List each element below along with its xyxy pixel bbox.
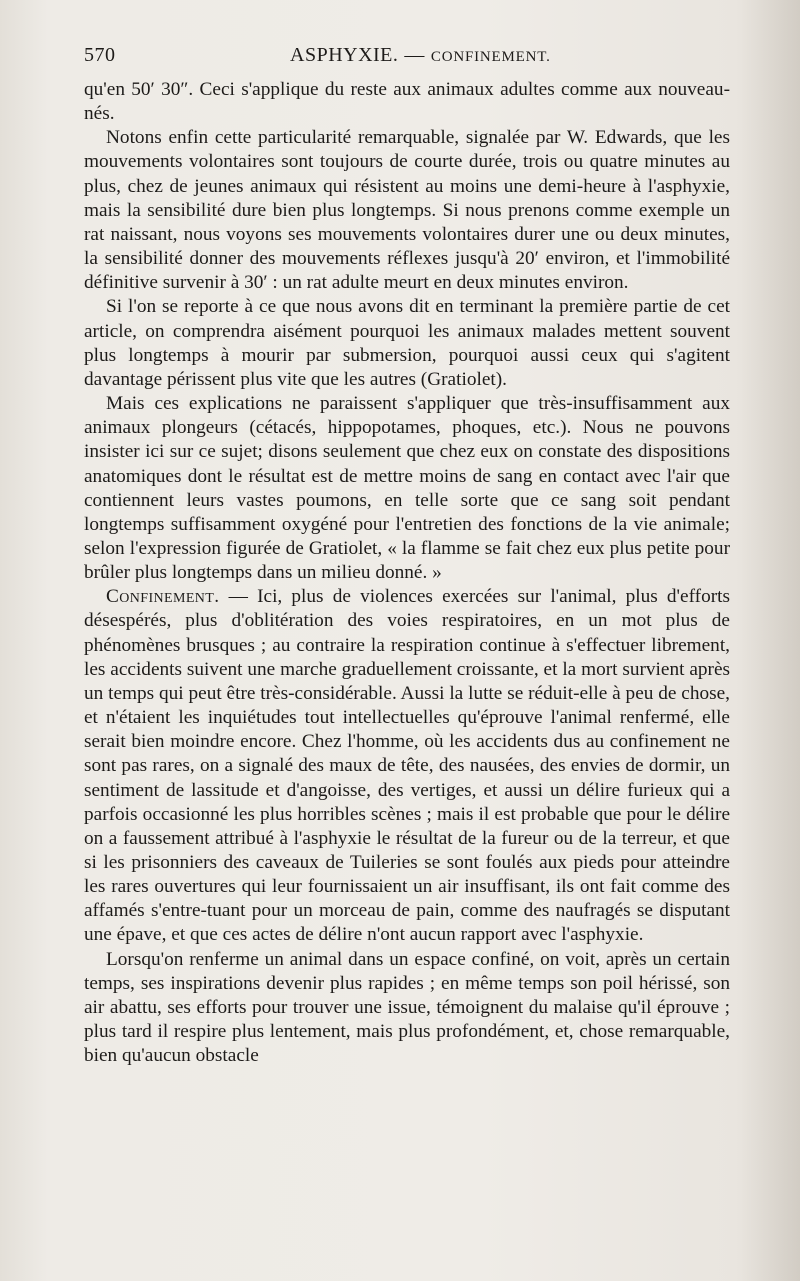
page-number: 570 bbox=[84, 44, 116, 66]
paragraph-animal-confined: Lorsqu'on renferme un animal dans un espace confiné, on voit, après un certain temps, ses inspirations devenir plus rapides ; en même temps son poil hérissé, son air abattu, ses efforts pour trouver une issue, témoignent du malaise qu'il éprouve ; plus tard il respire plus lentement, mais plus profondément, et, chose remarquable, bien qu'aucun obstacle bbox=[84, 948, 730, 1067]
paragraph-confinement bbox=[84, 585, 730, 947]
paragraph-edwards: Notons enfin cette particularité remarquable, signalée par W. Edwards, que les mouvements volontaires sont toujours de courte durée, trois ou quatre minutes au plus, chez de jeunes animaux qui résistent au moins une demi-heure à l'asphyxie, mais la sensibilité dure bien plus longtemps. Si nous prenons comme exemple un rat naissant, nous voyons ses mouvements volontaires durer une ou deux minutes, la sensibilité donner des mouvements réflexes jusqu'à 20′ environ, et l'immobilité définitive survenir à 30′ : un rat adulte meurt en deux minutes environ. bbox=[84, 127, 730, 294]
body-text bbox=[84, 78, 730, 1068]
running-title-separator: — bbox=[404, 44, 425, 66]
page-edge-shadow bbox=[740, 0, 800, 1281]
running-head bbox=[84, 44, 730, 72]
running-title-main: ASPHYXIE. bbox=[290, 44, 399, 66]
paragraph-gratiolet: Si l'on se reporte à ce que nous avons dit en terminant la première partie de cet article, on comprendra aisément pourquoi les animaux malades mettent souvent plus longtemps à mourir par submersion, pourquoi aussi ceux qui s'agitent davantage périssent plus vite que les autres (Gratiolet). bbox=[84, 296, 730, 390]
running-title bbox=[290, 44, 551, 67]
paragraph-continued: qu'en 50′ 30″. Ceci s'applique du reste aux animaux adultes comme aux nouveau-nés. bbox=[84, 79, 730, 125]
paragraph-divers: Mais ces explications ne paraissent s'appliquer que très-insuffisamment aux animaux plongeurs (cétacés, hippopotames, phoques, etc.). Nous ne pouvons insister ici sur ce sujet; disons seulement que chez eux on constate des dispositions anatomiques dont le résultat est de mettre moins de sang en contact avec l'air que contiennent leurs vastes poumons, en telle sorte que ce sang soit pendant longtemps suffisamment oxygéné pour l'entretien des fonctions de la vie animale; selon l'expression figurée de Gratiolet, « la flamme se fait chez eux plus petite pour brûler plus longtemps dans un milieu donné. » bbox=[84, 393, 730, 584]
paragraph-confinement-text: — Ici, plus de violences exercées sur l'animal, plus d'efforts désespérés, plus d'oblitération des voies respiratoires, en un mot plus de phénomènes brusques ; au contraire la respiration continue à s'effectuer librement, les accidents suivent une marche graduellement croissante, et la mort survient après un temps qui peut être très-considérable. Aussi la lutte se réduit-elle à peu de chose, et n'étaient les inquiétudes tout intellectuelles qu'éprouve l'animal renfermé, elle serait bien moindre encore. Chez l'homme, où les accidents dus au confinement ne sont pas rares, on a signalé des maux de tête, des nausées, des envies de dormir, un sentiment de lassitude et d'angoisse, des vertiges, et aussi un délire furieux qui a parfois occasionné les plus horribles scènes ; mais il est probable que pour le délire on a faussement attribué à l'asphyxie le résultat de la fureur ou de la terreur, et que si les prisonniers des caveaux de Tuileries se sont foulés aux pieds pour atteindre les rares ouvertures qui leur fournissaient un air insuffisant, ils ont fait comme des affamés s'entre-tuant pour un morceau de pain, comme des naufragés se disputant une épave, et que ces actes de délire n'ont aucun rapport avec l'asphyxie. bbox=[84, 586, 730, 946]
running-title-section: CONFINEMENT. bbox=[430, 49, 551, 65]
section-lead-confinement: Confinement. bbox=[106, 586, 220, 608]
